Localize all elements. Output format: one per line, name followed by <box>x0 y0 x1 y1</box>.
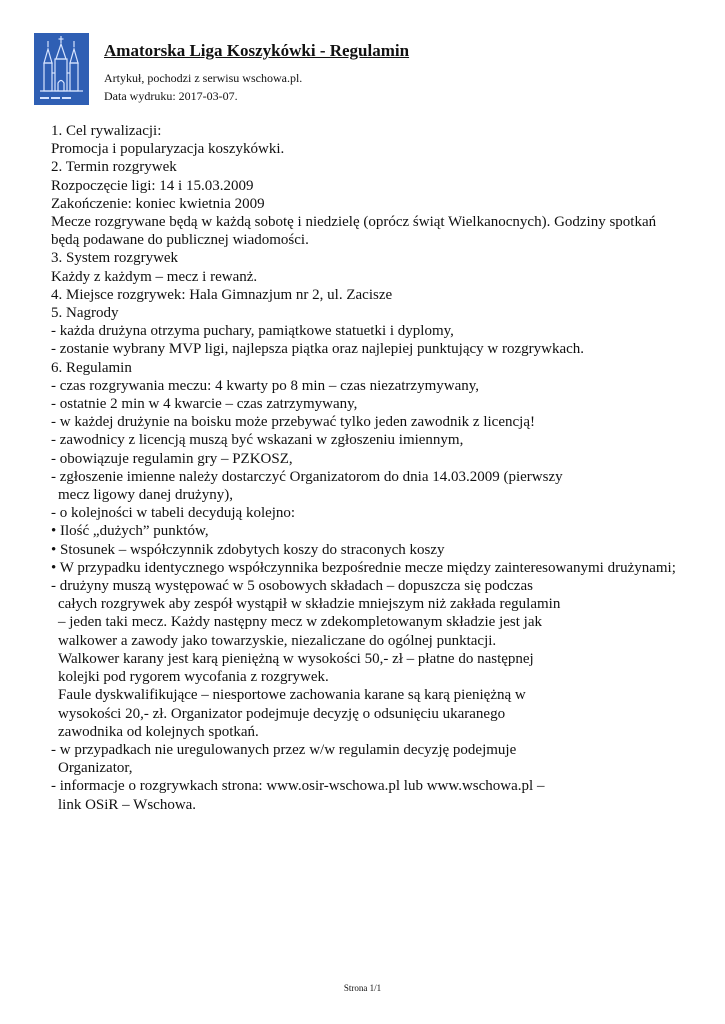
body-line: Promocja i popularyzacja koszykówki. <box>51 141 285 158</box>
body-line: będą podawane do publicznej wiadomości. <box>51 232 309 249</box>
body-line: zawodnika od kolejnych spotkań. <box>58 723 259 740</box>
body-line: walkower a zawody jako towarzyskie, niezaliczane do ogólnej punktacji. <box>58 632 497 649</box>
body-line: wysokości 20,- zł. Organizator podejmuje decyzję o odsunięciu ukaranego <box>58 705 506 722</box>
body-line: • Stosunek – współczynnik zdobytych koszy do straconych koszy <box>51 541 445 558</box>
body-line: 4. Miejsce rozgrywek: Hala Gimnazjum nr 2, ul. Zacisze <box>51 286 393 303</box>
page-number: Strona 1/1 <box>343 983 382 993</box>
body-line: kolejki pod rygorem wycofania z rozgrywek. <box>58 669 329 686</box>
body-line: - w każdej drużynie na boisku może przebywać tylko jeden zawodnik z licencją! <box>51 414 535 431</box>
body-line: całych rozgrywek aby zespół wystąpił w składzie mniejszym niż zakłada regulamin <box>58 596 561 613</box>
body-line: link OSiR – Wschowa. <box>58 796 197 813</box>
article-source: Artykuł, pochodzi z serwisu wschowa.pl. <box>104 71 303 85</box>
article-body <box>51 122 711 814</box>
article-title: Amatorska Liga Koszykówki - Regulamin <box>104 41 410 60</box>
body-line: - zawodnicy z licencją muszą być wskazani w zgłoszeniu imiennym, <box>51 432 464 449</box>
print-date: Data wydruku: 2017-03-07. <box>104 89 238 103</box>
body-line: Mecze rozgrywane będą w każdą sobotę i niedzielę (oprócz świąt Wielkanocnych). Godziny spotkań <box>51 214 657 231</box>
body-line: 2. Termin rozgrywek <box>51 159 177 176</box>
body-line: - informacje o rozgrywkach strona: www.osir-wschowa.pl lub www.wschowa.pl – <box>51 778 545 795</box>
site-logo <box>34 33 89 105</box>
body-line: - o kolejności w tabeli decydują kolejno: <box>51 505 296 522</box>
body-line: - zostanie wybrany MVP ligi, najlepsza piątka oraz najlepiej punktujący w rozgrywkach. <box>51 341 585 358</box>
body-line: - ostatnie 2 min w 4 kwarcie – czas zatrzymywany, <box>51 396 358 413</box>
body-line: Walkower karany jest karą pieniężną w wysokości 50,- zł – płatne do następnej <box>58 650 534 667</box>
body-line: 5. Nagrody <box>51 305 119 322</box>
body-line: - obowiązuje regulamin gry – PZKOSZ, <box>51 450 293 467</box>
article-meta <box>104 69 302 105</box>
body-line: 3. System rozgrywek <box>51 250 179 267</box>
body-line: mecz ligowy danej drużyny), <box>58 487 233 504</box>
body-line: Zakończenie: koniec kwietnia 2009 <box>51 195 265 212</box>
town-hall-icon <box>34 33 89 105</box>
body-line: • Ilość „dużych” punktów, <box>51 523 209 540</box>
body-line: 1. Cel rywalizacji: <box>51 123 162 139</box>
body-line: – jeden taki mecz. Każdy następny mecz w zdekompletowanym składzie jest jak <box>58 614 542 631</box>
body-line: 6. Regulamin <box>51 359 132 376</box>
body-line: Rozpoczęcie ligi: 14 i 15.03.2009 <box>51 177 254 194</box>
body-line: Każdy z każdym – mecz i rewanż. <box>51 268 258 285</box>
body-line: • W przypadku identycznego współczynnika bezpośrednie mecze między zainteresowanymi drużynami; <box>51 559 676 576</box>
body-line: - każda drużyna otrzyma puchary, pamiątkowe statuetki i dyplomy, <box>51 323 454 340</box>
body-line: Faule dyskwalifikujące – niesportowe zachowania karane są karą pieniężną w <box>58 687 526 704</box>
body-line: - w przypadkach nie uregulowanych przez w/w regulamin decyzję podejmuje <box>51 741 517 758</box>
body-line: - czas rozgrywania meczu: 4 kwarty po 8 min – czas niezatrzymywany, <box>51 377 480 394</box>
body-line: - zgłoszenie imienne należy dostarczyć Organizatorom do dnia 14.03.2009 (pierwszy <box>51 468 563 485</box>
body-line: - drużyny muszą występować w 5 osobowych składach – dopuszcza się podczas <box>51 578 533 595</box>
body-line: Organizator, <box>58 760 133 777</box>
